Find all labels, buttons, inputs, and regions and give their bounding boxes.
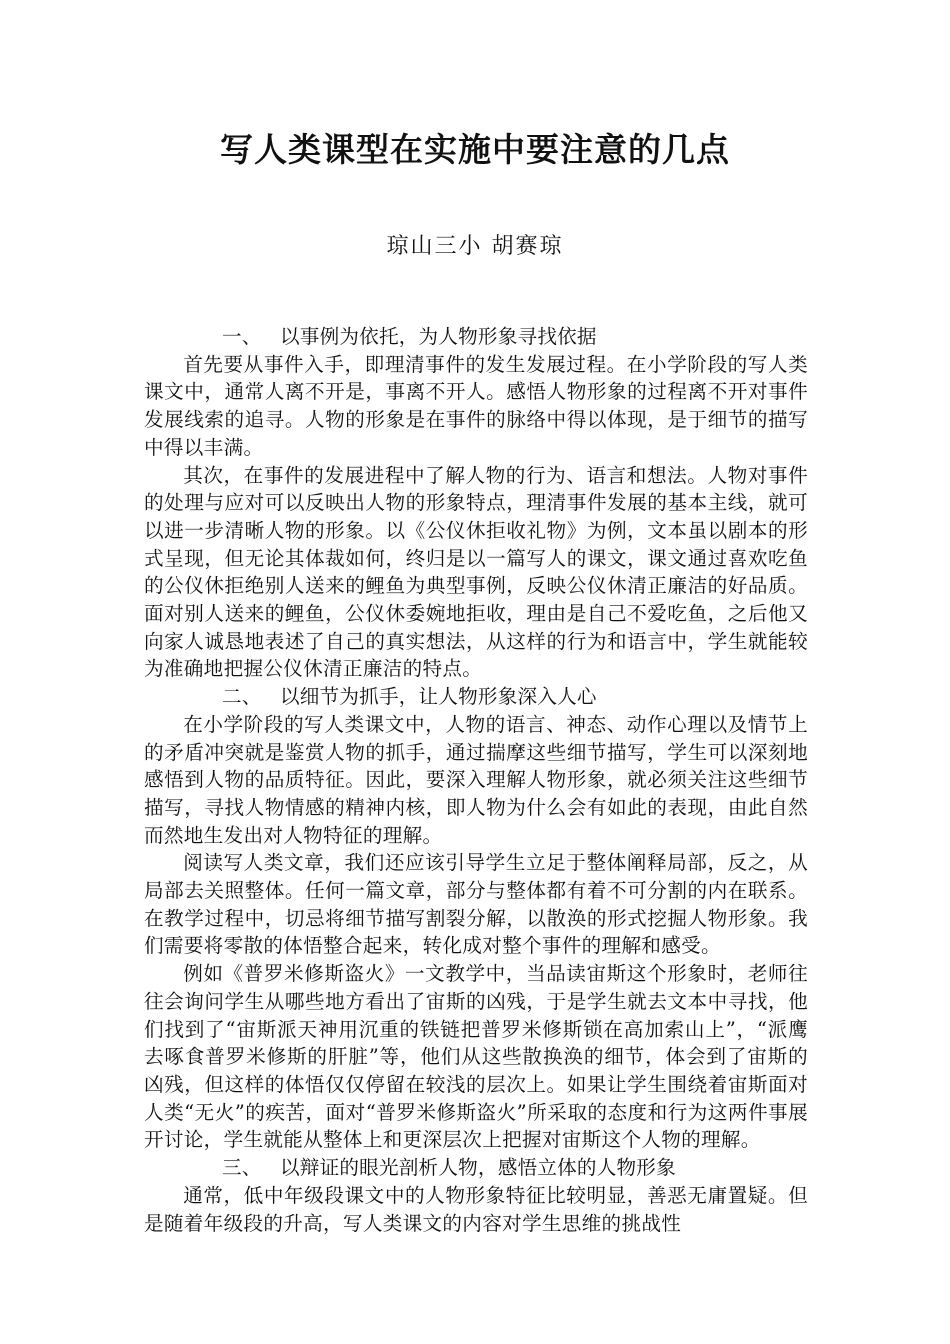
paragraph: 其次，在事件的发展进程中了解人物的行为、语言和想法。人物对事件的处理与应对可以反映出人物的形象特点，理清事件发展的基本主线，就可以进一步清晰人物的形象。以《公仪休拒收礼物》为例，文本虽以剧本的形式呈现，但无论其体裁如何，终归是以一篇写人的课文，课文通过喜欢吃鱼的公仪休拒绝别人送来的鲤鱼为典型事例，反映公仪休清正廉洁的好品质。面对别人送来的鲤鱼，公仪休委婉地拒收，理由是自己不爱吃鱼，之后他又向家人诚恳地表述了自己的真实想法，从这样的行为和语言中，学生就能较为准确地把握公仪休清正廉洁的特点。: [144, 463, 808, 681]
section-heading-text: 以辩证的眼光剖析人物，感悟立体的人物形象: [280, 1156, 676, 1180]
section-heading: [144, 323, 808, 351]
section-number: 二、: [222, 685, 262, 709]
document-title: 写人类课型在实施中要注意的几点: [220, 130, 730, 169]
paragraph: 首先要从事件入手，即理清事件的发生发展过程。在小学阶段的写人类课文中，通常人离不开是，事离不开人。感悟人物形象的过程离不开对事件发展线索的追寻。人物的形象是在事件的脉络中得以体现，是于细节的描写中得以丰满。: [144, 352, 808, 459]
document-body: [144, 323, 808, 1237]
section-heading: [144, 683, 808, 711]
section-heading-text: 以细节为抓手，让人物形象深入人心: [280, 685, 597, 709]
paragraph: 阅读写人类文章，我们还应该引导学生立足于整体阐释局部，反之，从局部去关照整体。任何一篇文章，部分与整体都有着不可分割的内在联系。在教学过程中，切忌将细节描写割裂分解，以散涣的形式挖掘人物形象。我们需要将零散的体悟整合起来，转化成对整个事件的理解和感受。: [144, 851, 808, 958]
paragraph: 例如《普罗米修斯盗火》一文教学中，当品读宙斯这个形象时，老师往往会询问学生从哪些地方看出了宙斯的凶残，于是学生就去文本中寻找，他们找到了“宙斯派天神用沉重的铁链把普罗米修斯锁在高加索山上”，“派鹰去啄食普罗米修斯的肝脏”等，他们从这些散换涣的细节，体会到了宙斯的凶残，但这样的体悟仅仅停留在较浅的层次上。如果让学生围绕着宙斯面对人类“无火”的疾苦，面对“普罗米修斯盗火”所采取的态度和行为这两件事展开讨论，学生就能从整体上和更深层次上把握对宙斯这个人物的理解。: [144, 962, 808, 1152]
section-heading: [144, 1154, 808, 1182]
paragraph: 通常，低中年级段课文中的人物形象特征比较明显，善恶无庸置疑。但是随着年级段的升高，写人类课文的内容对学生思维的挑战性: [144, 1183, 808, 1235]
section-number: 三、: [222, 1156, 262, 1180]
paragraph: 在小学阶段的写人类课文中，人物的语言、神态、动作心理以及情节上的矛盾冲突就是鉴赏人物的抓手，通过揣摩这些细节描写，学生可以深刻地感悟到人物的品质特征。因此，要深入理解人物形象，就必须关注这些细节描写，寻找人物情感的精神内核，即人物为什么会有如此的表现，由此自然而然地生发出对人物特征的理解。: [144, 712, 808, 847]
author-line: 琼山三小 胡赛琼: [386, 234, 564, 259]
section-number: 一、: [222, 325, 262, 348]
section-heading-text: 以事例为依托，为人物形象寻找依据: [280, 325, 597, 348]
